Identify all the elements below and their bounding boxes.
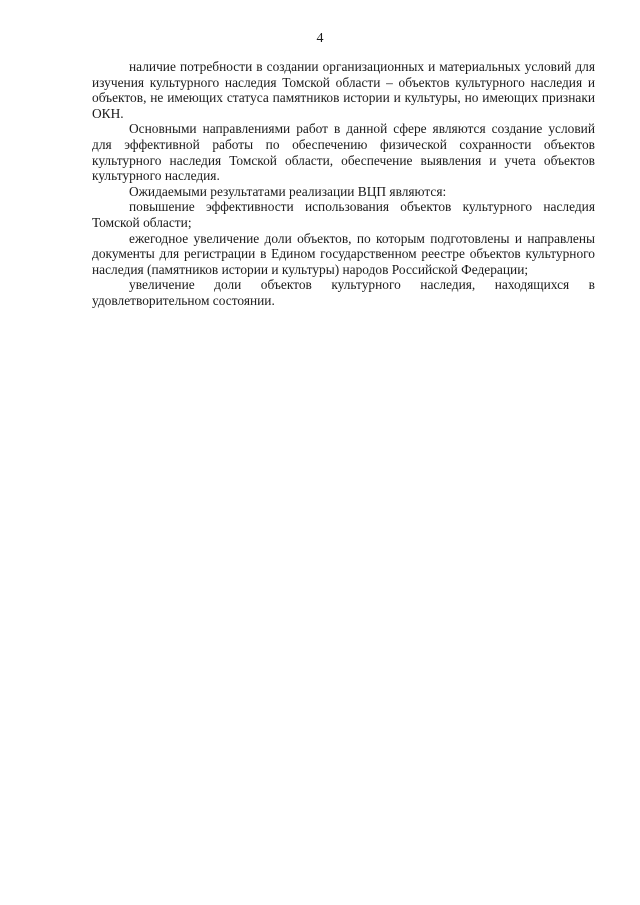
list-item-efficiency: повышение эффективности использования объектов культурного наследия Томской области; [92,199,595,230]
paragraph-main-directions: Основными направлениями работ в данной сфере являются создание условий для эффективной работы по обеспечению физической сохранности объектов культурного наследия Томской области, обеспечение выявления и учета объектов культурного наследия. [92,121,595,184]
document-body [92,59,595,309]
page-number: 4 [316,31,324,46]
list-item-registration: ежегодное увеличение доли объектов, по которым подготовлены и направлены документы для регистрации в Едином государственном реестре объектов культурного наследия (памятников истории и культуры) народов Российской Федерации; [92,230,595,277]
list-item-condition: увеличение доли объектов культурного наследия, находящихся в удовлетворительном состоянии. [92,277,595,308]
paragraph-needs: наличие потребности в создании организационных и материальных условий для изучения культурного наследия Томской области – объектов культурного наследия и объектов, не имеющих статуса памятников истории и культуры, но имеющих признаки ОКН. [92,59,595,121]
paragraph-expected-results: Ожидаемыми результатами реализации ВЦП являются: [129,183,447,199]
